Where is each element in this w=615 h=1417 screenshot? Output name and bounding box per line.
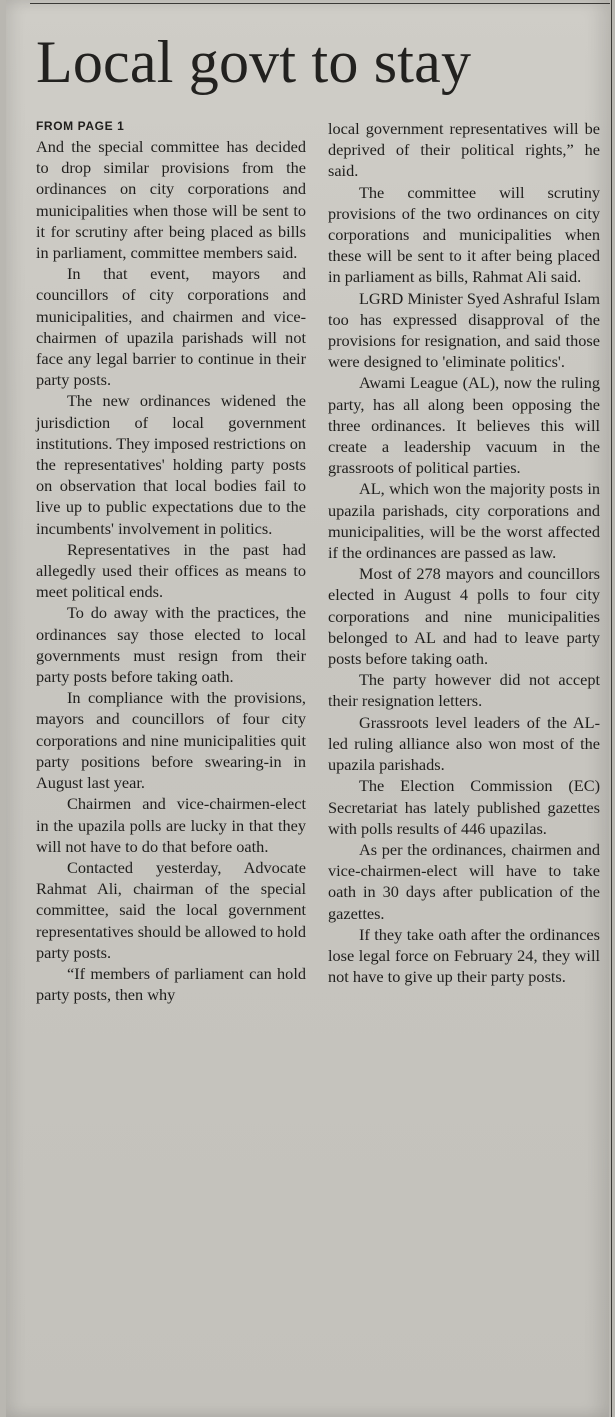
kicker-from-page-1: FROM PAGE 1 bbox=[36, 119, 125, 133]
paragraph: Grassroots level leaders of the AL-led ruling alliance also won most of the upazila parishads. bbox=[328, 712, 600, 775]
paragraph: Representatives in the past had allegedly used their offices as means to meet political ends. bbox=[36, 539, 306, 602]
newspaper-clipping bbox=[6, 0, 609, 1417]
paragraph: If they take oath after the ordinances lose legal force on February 24, they will not have to give up their party posts. bbox=[328, 924, 600, 987]
paragraph: The new ordinances widened the jurisdiction of local government institutions. They imposed restrictions on the representatives' holding party posts on observation that local bodies fail to live up to public expectations due to the incumbents' involvement in politics. bbox=[36, 391, 306, 538]
paragraph: As per the ordinances, chairmen and vice-chairmen-elect will have to take oath in 30 days after publication of the gazettes. bbox=[328, 839, 600, 923]
paragraph: Chairmen and vice-chairmen-elect in the upazila polls are lucky in that they will not have to do that before oath. bbox=[36, 794, 306, 856]
paragraph: Contacted yesterday, Advocate Rahmat Ali, chairman of the special committee, said the local government representatives should be allowed to hold party posts. bbox=[36, 857, 306, 962]
right-column-rule bbox=[611, 0, 612, 1417]
paragraph: In compliance with the provisions, mayors and councillors of four city corporations and nine municipalities quit party positions before swearing-in in August last year. bbox=[36, 688, 306, 793]
paragraph: AL, which won the majority posts in upazila parishads, city corporations and municipalities, will be the worst affected if the ordinances are passed as law. bbox=[328, 479, 600, 563]
top-rule bbox=[30, 3, 610, 4]
article-column-right bbox=[328, 118, 600, 987]
paragraph: To do away with the practices, the ordinances say those elected to local governments must resign from their party posts before taking oath. bbox=[36, 603, 306, 687]
article-column-left bbox=[36, 118, 306, 1005]
paragraph: Most of 278 mayors and councillors elected in August 4 polls to four city corporations and nine municipalities belonged to AL and had to leave party posts before taking oath. bbox=[328, 564, 600, 669]
paragraph: The party however did not accept their resignation letters. bbox=[328, 670, 600, 711]
paragraph: “If members of parliament can hold party posts, then why bbox=[36, 963, 306, 1005]
paragraph: local government representatives will be deprived of their political rights,” he said. bbox=[328, 119, 600, 181]
paragraph: And the special committee has decided to drop similar provisions from the ordinances on city corporations and municipalities when those will be sent to it for scrutiny after being placed as bills in parliament, committee members said. bbox=[36, 137, 306, 263]
paragraph: The Election Commission (EC) Secretariat has lately published gazettes with polls results of 446 upazilas. bbox=[328, 776, 600, 838]
paragraph: The committee will scrutiny provisions of the two ordinances on city corporations and municipalities when these will be sent to it after being placed in parliament as bills, Rahmat Ali said. bbox=[328, 182, 600, 287]
headline: Local govt to stay bbox=[36, 29, 472, 95]
paragraph: LGRD Minister Syed Ashraful Islam too has expressed disapproval of the provisions for resignation, and said those were designed to 'eliminate politics'. bbox=[328, 288, 600, 372]
paragraph: Awami League (AL), now the ruling party, has all along been opposing the three ordinances. It believes this will create a leadership vacuum in the grassroots of political parties. bbox=[328, 373, 600, 478]
paragraph: In that event, mayors and councillors of city corporations and municipalities, and chairmen and vice-chairmen of upazila parishads will not face any legal barrier to continue in their party posts. bbox=[36, 264, 306, 390]
